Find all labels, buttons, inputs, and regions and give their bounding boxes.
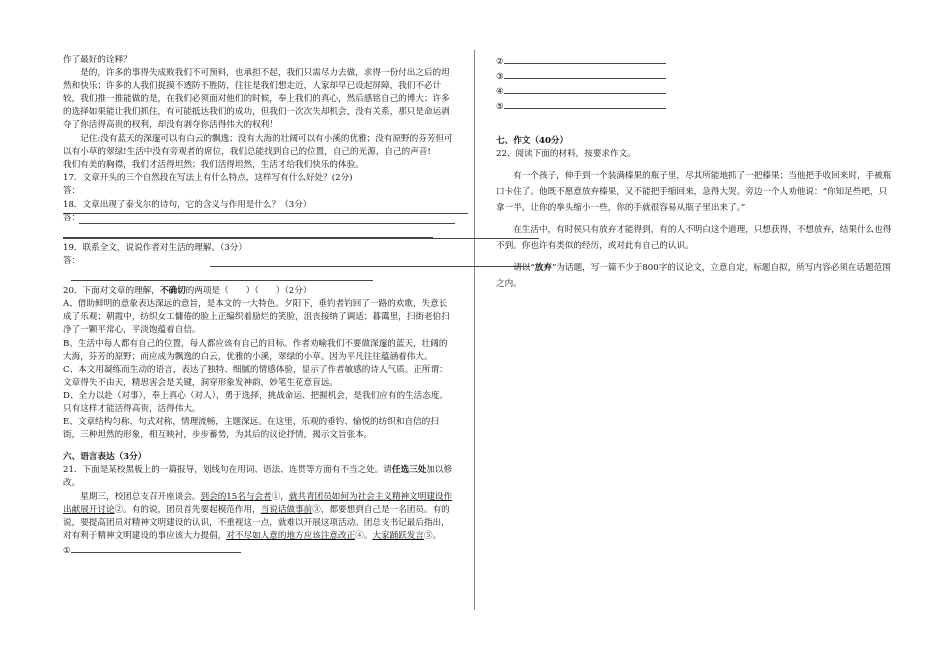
report-passage: 星期三，校团总支召开座谈会。到会的15名与会者①，就共青团员如何为社会主义精神文明建设作出献展开讨论②。有的说，团员首先要起模范作用，当说话做事前③，都要想到自己是一名团员。有的说，要提高团员对精神文明建设的认识，不重视这一点，就难以开展这项活动。团总支书记最后指出，对有利于精神文明建设的事应该大力提倡，对不尽如人意的地方应该注意改正④。大家踊跃发言⑤。 xyxy=(63,491,453,541)
option-a: A、借助鲜明的意象表达深远的意旨，是本文的一大特色。夕阳下，垂钓者钓回了一路的欢歌，失意长成了乐观；朝霞中，纺织女工慵倦的脸上正编织着励烂的笑脸，沮丧接纳了调适；暮霭里，扫街老伯扫净了一颗平常心，平淡饱蕴着自信。 xyxy=(63,299,450,336)
option-e: E、文章结构匀称、句式对称，情理流畅，主题深远。在这里，乐观的垂钓、愉悦的纺织和自信的扫街，三种坦然的形象，相互映衬，步步蓄势，为其后的议论抒情，揭示文旨张本。 xyxy=(63,417,439,441)
intro-line: 作了最好的诠释？ xyxy=(63,55,132,65)
answer-19[interactable] xyxy=(63,255,455,269)
option-b: B、生活中每人都有自己的位置，每人都应该有自己的目标。作者劝喻我们不要做深邃的蓝天，壮阔的大海，芬芳的原野；而应成为飘逸的白云，优雅的小溪，翠绿的小草。因为平凡往往蕴涵着伟大。 xyxy=(63,338,448,362)
answer-18[interactable] xyxy=(63,212,455,226)
answer-19-extra-line[interactable] xyxy=(71,270,373,281)
question-20: 20．下面对文章的理解，不确切的两项是（ ）（ ）（2分） xyxy=(63,286,312,297)
answer-label: 答： xyxy=(63,185,81,196)
option-d: D、全力以赴（对事），奉上真心（对人），勇于选择，挑战命运、把握机会，是我们应有的生活态度。只有这样才能活得高贵，活得伟大。 xyxy=(63,390,449,414)
answer-17 xyxy=(63,185,455,199)
revision-blank-3[interactable]: ③ xyxy=(496,69,894,84)
answer-label: 答： xyxy=(63,213,81,224)
answer-18-extra-line[interactable] xyxy=(63,227,433,238)
right-column xyxy=(496,54,894,292)
answer-label: 答： xyxy=(63,256,81,267)
question-17: 17．文章开头的三个自然段在写法上有什么特点，这样写有什么好处？(2分) xyxy=(63,172,353,183)
paragraph-1: 是的，许多的事得失成败我们不可预料，也承担不起，我们只需尽力去做，求得一份付出之后的坦然和快乐；许多的人我们捉摸不透防不胜防，往往是我们想走近，人家却早已设起屏障，我们不必计较，我们推一推能做的是，在我们必须面对他们的时候，奉上我们的真心，然后感铭自己的博大；许多的选择如果能让我们抓住，有可能抵达我们的成功，但我们一次次失却机会，没有关系，那只是命运剥夺了你活得高贵的权利，却没有剥夺你活得伟大的权利！ xyxy=(63,68,450,131)
revision-blank-5[interactable]: ⑤ xyxy=(496,99,894,114)
column-divider xyxy=(474,50,475,610)
writing-prompt: 请以“放弃”为话题，写一篇不少于800字的议论文，立意自定，标题自拟，所写内容必须在话题范围之内。 xyxy=(496,262,891,289)
section-6-heading: 六、语言表达（3分） xyxy=(63,452,147,463)
material-paragraph-2: 在生活中，有时侯只有放弃才能得到，有的人不明白这个道理，只想获得，不想放弃，结果什么也得不到。你也许有类似的经历，或对此有自己的认识。 xyxy=(496,224,892,251)
question-21: 21．下面是某校黑板上的一篇报导，划线句在用词、语法、连贯等方面有不当之处。请任选三处加以修改。 xyxy=(63,465,453,489)
option-c: C、本文用凝练而生动的语言，表达了独特、细腻的情感体验，显示了作者敏感的诗人气质。正所谓：文章得失不由天，精思害会是关键，洞穿形象发神韵，妙笔生花意盲远。 xyxy=(63,364,448,388)
revision-blank-4[interactable]: ④ xyxy=(496,84,894,99)
revision-blank-2[interactable]: ② xyxy=(496,54,894,69)
section-7-heading: 七、作文（40分） xyxy=(496,136,569,147)
paragraph-2: 记住:没有蓝天的深邃可以有白云的飘逸；没有大海的壮阔可以有小溪的优雅；没有原野的芬芳但可以有小草的翠绿!生活中没有旁观者的席位，我们总能找到自己的位置，自己的光源，自己的声音! xyxy=(63,133,453,157)
question-22: 22、阅读下面的材料，按要求作文。 xyxy=(496,149,636,160)
material-paragraph-1: 有一个孩子，伸手到一个装满榛果的瓶子里，尽其所能地抓了一把榛果；当他把手收回来时，手被瓶口卡住了。他既不愿意放弃榛果，又不能把手缩回来，急得大哭。旁边一个人劝他说：“你知足些吧，只拿一半，让你的拳头缩小一些，你的手就很容易从瓶子里出来了。” xyxy=(496,170,892,213)
left-column xyxy=(63,54,455,558)
revision-blank-1[interactable]: ① xyxy=(63,543,455,558)
paragraph-3: 我们有美的胸襟，我们才活得坦然；我们活得坦然，生活才给我们快乐的体验。 xyxy=(63,159,364,170)
question-19: 19．联系全文，说说作者对生活的理解。（3分） xyxy=(63,243,247,254)
question-18: 18．文章出现了泰戈尔的诗句，它的含义与作用是什么？（3分） xyxy=(63,199,312,210)
